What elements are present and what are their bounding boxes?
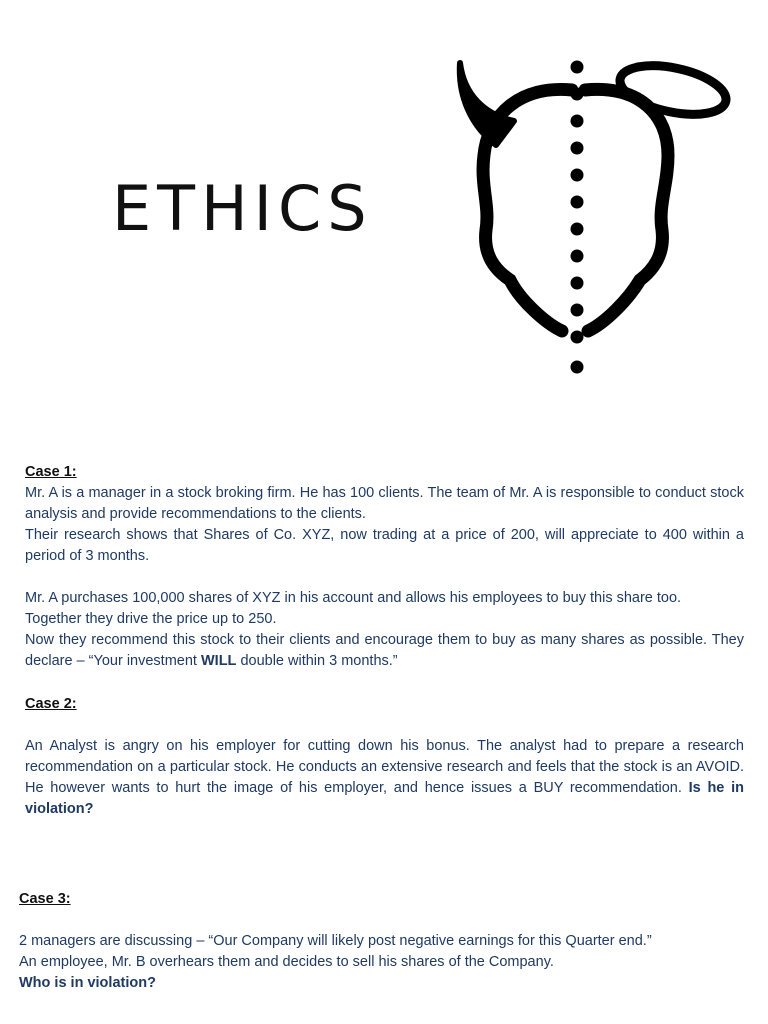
case-3-paragraph-2: An employee, Mr. B overhears them and decides to sell his shares of the Company. <box>19 954 554 970</box>
angel-half-outline <box>585 89 668 331</box>
case-1-paragraph-2: Their research shows that Shares of Co. XYZ, now trading at a price of 200, will appreciate to 400 within a period of 3 months. <box>25 527 744 564</box>
case-1-p5-bold: WILL <box>200 653 237 669</box>
case-2-section <box>25 694 744 820</box>
case-1-p5-end: double within 3 months.” <box>236 653 398 669</box>
case-1-paragraph-5 <box>25 630 744 672</box>
case-3-section <box>19 889 744 994</box>
case-2-p1-text: An Analyst is angry on his employer for cutting down his bonus. The analyst had to prepare a research recommendation on a particular stock. He conducts an extensive research and feels that the stock is an AVOID. He however wants to hurt the image of his employer, and hence issues a BUY recommendation. <box>25 738 744 796</box>
case-2-question: Is he in violation? <box>25 780 744 817</box>
case-2-paragraph-1 <box>25 736 744 820</box>
case-1-section <box>25 462 744 672</box>
case-1-paragraph-4: Together they drive the price up to 250. <box>25 611 277 627</box>
case-1-paragraph-3: Mr. A purchases 100,000 shares of XYZ in his account and allows his employees to buy this share too. <box>25 590 682 606</box>
case-1-heading: Case 1: <box>25 464 77 480</box>
case-2-heading: Case 2: <box>25 696 77 712</box>
case-1-p5-start: Now they recommend this stock to their clients and encourage them to buy as many shares as possible. They declare – “Your investment <box>25 632 744 669</box>
dotted-center-line <box>571 61 584 374</box>
case-1-paragraph-1: Mr. A is a manager in a stock broking firm. He has 100 clients. The team of Mr. A is responsible to conduct stock analysis and provide recommendations to the clients. <box>25 485 744 522</box>
page-title: ETHICS <box>112 172 373 245</box>
case-3-question: Who is in violation? <box>19 975 156 991</box>
case-3-heading: Case 3: <box>19 891 71 907</box>
case-3-paragraph-1: 2 managers are discussing – “Our Company will likely post negative earnings for this Quarter end.” <box>19 933 652 949</box>
devil-angel-head-icon <box>450 55 740 380</box>
